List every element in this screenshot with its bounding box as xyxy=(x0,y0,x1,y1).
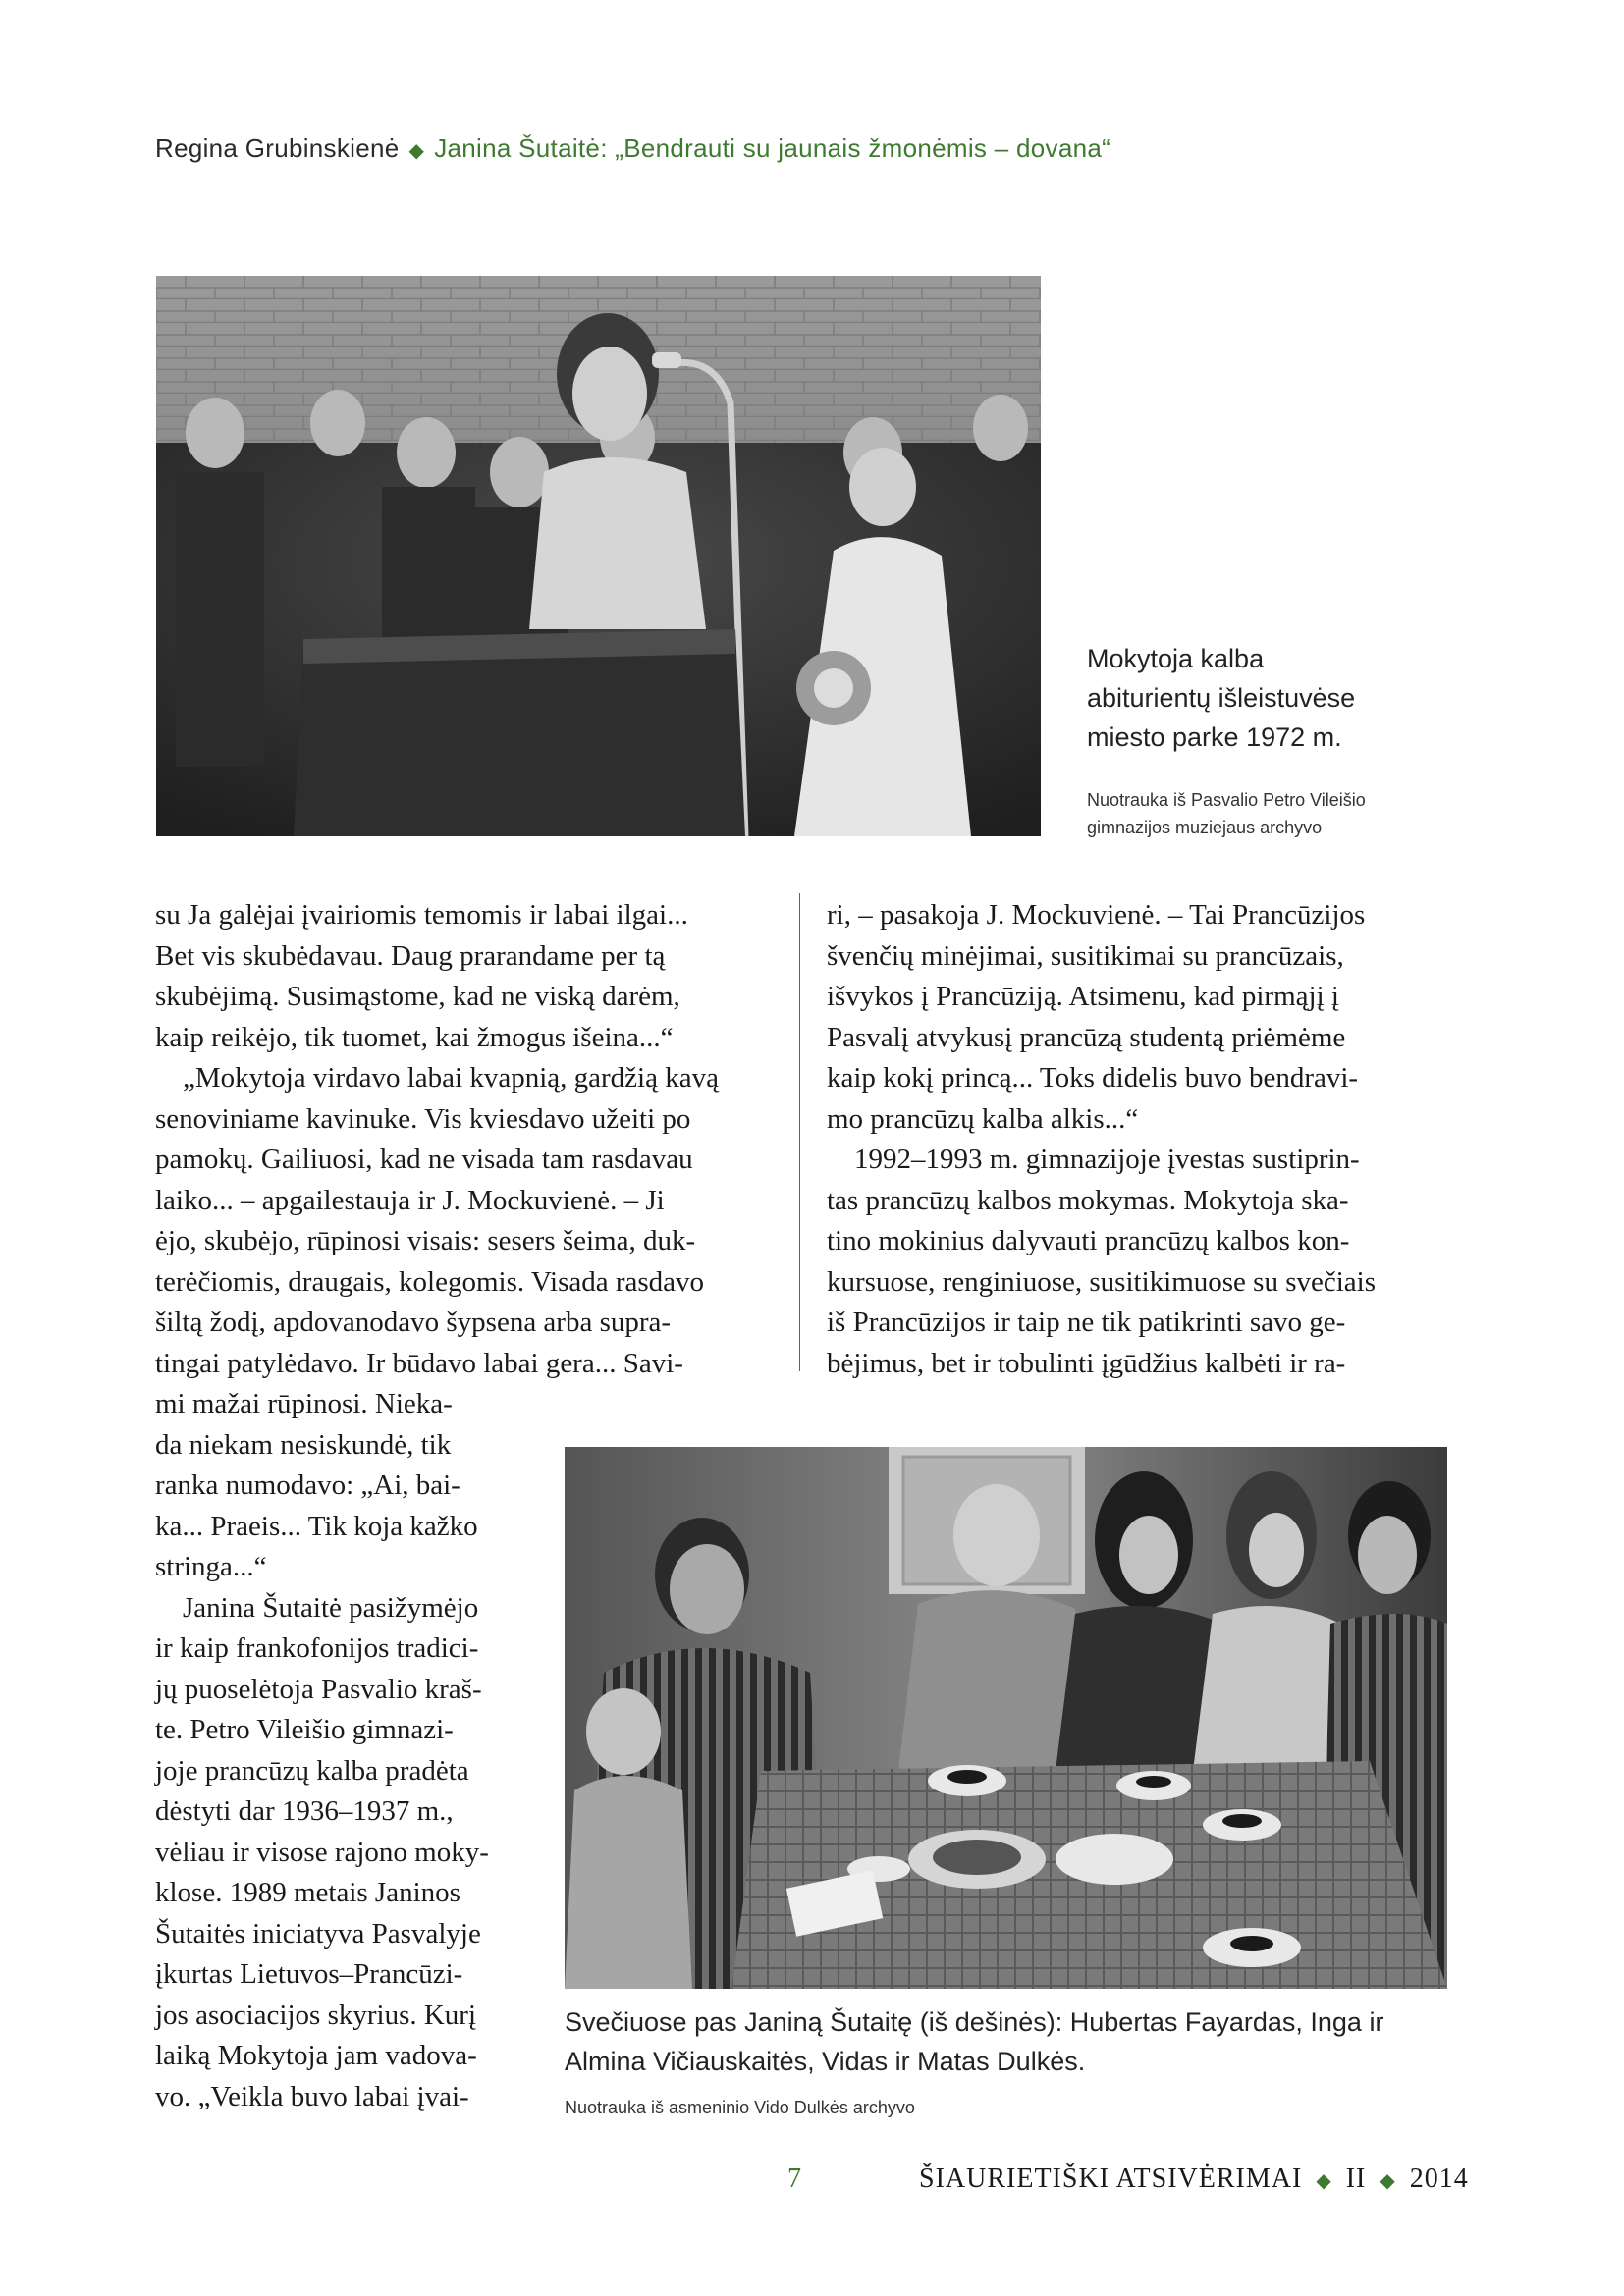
text-line: švenčių minėjimai, susitikimai su prancūzais, xyxy=(827,939,1344,972)
left-column-narrow xyxy=(155,1384,518,2117)
text-line: ir kaip frankofonijos tradici- xyxy=(155,1632,479,1664)
text-line: vėliau ir visose rajono moky- xyxy=(155,1836,489,1868)
text-line: įkurtas Lietuvos–Prancūzi- xyxy=(155,1958,463,1990)
text-line: ėjo, skubėjo, rūpinosi visais: sesers šeima, duk- xyxy=(155,1225,696,1256)
header-article-title: Janina Šutaitė: „Bendrauti su jaunais žmonėmis – dovana“ xyxy=(434,133,1111,163)
text-line: Janina Šutaitė pasižymėjo xyxy=(183,1591,479,1624)
text-line: tino mokinius dalyvauti prancūzų kalbos kon- xyxy=(827,1225,1350,1256)
text-line: su Ja galėjai įvairiomis temomis ir labai ilgai... xyxy=(155,899,688,931)
header-author: Regina Grubinskienė xyxy=(155,133,400,163)
text-line: skubėjimą. Susimąstome, kad ne viską darėm, xyxy=(155,981,680,1012)
running-header xyxy=(155,133,1110,164)
text-line: kaip kokį princą... Toks didelis buvo bendravi- xyxy=(827,1062,1359,1094)
photo2-caption xyxy=(565,2002,1447,2081)
photo1-credit-line: Nuotrauka iš Pasvalio Petro Vileišio xyxy=(1087,790,1366,810)
text-line: ranka numodavo: „Ai, bai- xyxy=(155,1469,460,1501)
text-line: šiltą žodį, apdovanodavo šypsena arba supra- xyxy=(155,1307,672,1338)
text-line: jų puoselėtoja Pasvalio kraš- xyxy=(155,1673,482,1705)
photo2-caption-line: Almina Vičiauskaitės, Vidas ir Matas Dulkės. xyxy=(565,2047,1086,2076)
text-line: Šutaitės iniciatyva Pasvalyje xyxy=(155,1917,481,1949)
photo1-caption-line: miesto parke 1972 m. xyxy=(1087,722,1342,752)
photo-teacher-speaking xyxy=(156,276,1041,836)
text-line: dėstyti dar 1936–1937 m., xyxy=(155,1795,454,1827)
photo1-caption-line: abiturientų išleistuvėse xyxy=(1087,683,1356,713)
text-line: stringa...“ xyxy=(155,1551,267,1582)
journal-issue: II xyxy=(1345,2163,1367,2194)
page-number: 7 xyxy=(787,2163,801,2194)
diamond-icon: ◆ xyxy=(1380,2170,1396,2192)
text-line: ka... Praeis... Tik koja kažko xyxy=(155,1510,478,1542)
text-line: senoviniame kavinuke. Vis kviesdavo užeiti po xyxy=(155,1102,691,1135)
text-line: kaip reikėjo, tik tuomet, kai žmogus išeina...“ xyxy=(155,1021,674,1053)
photo1-credit xyxy=(1087,786,1366,841)
photo1-credit-line: gimnazijos muziejaus archyvo xyxy=(1087,818,1323,837)
text-line: iš Prancūzijos ir taip ne tik patikrinti savo ge- xyxy=(827,1307,1346,1338)
text-line: mi mažai rūpinosi. Nieka- xyxy=(155,1388,453,1419)
text-line: 1992–1993 m. gimnazijoje įvestas sustiprin- xyxy=(854,1144,1360,1175)
column-divider xyxy=(799,893,800,1371)
text-line: klose. 1989 metais Janinos xyxy=(155,1877,460,1908)
text-line: tingai patylėdavo. Ir būdavo labai gera... Savi- xyxy=(155,1347,683,1379)
text-line: jos asociacijos skyrius. Kurį xyxy=(155,1999,477,2031)
text-line: joje prancūzų kalba pradėta xyxy=(155,1754,469,1787)
right-column xyxy=(827,895,1448,1384)
photo1-caption-line: Mokytoja kalba xyxy=(1087,644,1265,673)
text-line: pamokų. Gailiuosi, kad ne visada tam rasdavau xyxy=(155,1144,693,1175)
photo2-credit: Nuotrauka iš asmeninio Vido Dulkės archyvo xyxy=(565,2098,915,2117)
text-line: laiką Mokytoja jam vadova- xyxy=(155,2040,477,2071)
text-line: išvykos į Prancūziją. Atsimenu, kad pirmąjį į xyxy=(827,981,1339,1012)
text-line: te. Petro Vileišio gimnazi- xyxy=(155,1714,454,1745)
journal-year: 2014 xyxy=(1409,2163,1469,2194)
photo1-caption xyxy=(1087,639,1355,757)
diamond-icon: ◆ xyxy=(408,140,425,162)
photo-teacher-speaking-image xyxy=(156,276,1041,836)
text-line: kursuose, renginiuose, susitikimuose su svečiais xyxy=(827,1265,1377,1298)
photo-guests-at-table-image xyxy=(565,1447,1447,1989)
diamond-icon: ◆ xyxy=(1316,2170,1332,2192)
text-line: Bet vis skubėdavau. Daug prarandame per tą xyxy=(155,939,666,972)
text-line: mo prancūzų kalba alkis...“ xyxy=(827,1102,1139,1135)
text-line: ri, – pasakoja J. Mockuvienė. – Tai Prancūzijos xyxy=(827,899,1366,931)
photo-guests-at-table xyxy=(565,1447,1447,1989)
text-line: vo. „Veikla buvo labai įvai- xyxy=(155,2080,469,2112)
footer-journal xyxy=(919,2163,1469,2195)
photo2-caption-line: Svečiuose pas Janiną Šutaitę (iš dešinės): Hubertas Fayardas, Inga ir xyxy=(565,2007,1384,2037)
text-line: da niekam nesiskundė, tik xyxy=(155,1428,452,1461)
text-line: bėjimus, bet ir tobulinti įgūdžius kalbėti ir ra- xyxy=(827,1347,1346,1379)
text-line: „Mokytoja virdavo labai kvapnią, gardžią kavą xyxy=(183,1062,719,1094)
text-line: laiko... – apgailestauja ir J. Mockuvienė. – Ji xyxy=(155,1184,665,1216)
text-line: terėčiomis, draugais, kolegomis. Visada rasdavo xyxy=(155,1265,705,1298)
left-column-top xyxy=(155,895,772,1384)
text-line: Pasvalį atvykusį prancūzą studentą priėmėme xyxy=(827,1021,1346,1053)
journal-title: ŠIAURIETIŠKI ATSIVĖRIMAI xyxy=(919,2163,1303,2194)
text-line: tas prancūzų kalbos mokymas. Mokytoja ska- xyxy=(827,1184,1349,1216)
